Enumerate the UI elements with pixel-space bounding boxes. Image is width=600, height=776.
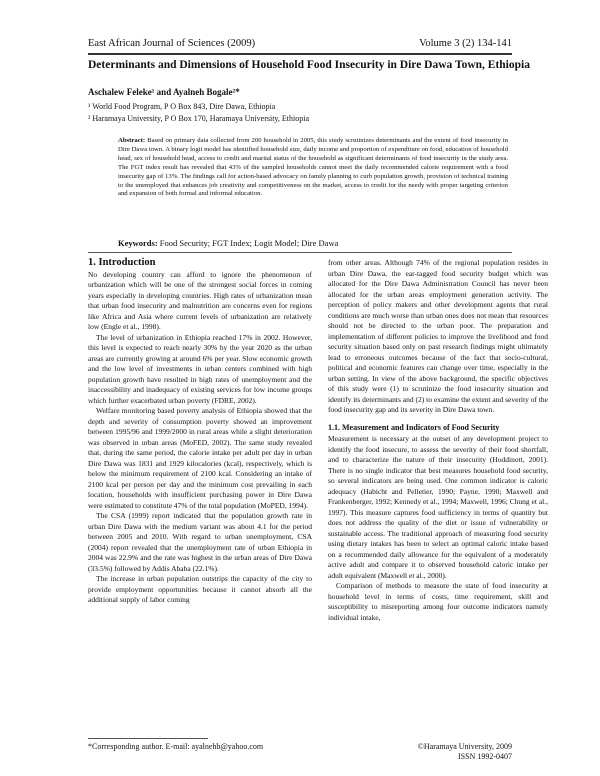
- keywords-text: Food Security; FGT Index; Logit Model; Dire Dawa: [159, 238, 339, 248]
- paragraph: Comparison of methods to measure the state of food insecurity at household level in terms of costs, time requirement, skill and susceptibility to misreporting among four outcome indicators namely individual intake,: [328, 581, 548, 622]
- abstract-text: Based on primary data collected from 200 household in 2005, this study scrutinizes determinants and the extent of food insecurity in Dire Dawa town. A binary logit model has identified household size, daily income and proportion of expenditure on food, education of household head, sex of household head, access to credit and marital status of the household as significant determinants of food insecurity in the study area. The FGT index result has revealed that 43% of the sampled households cannot meet the daily recommended calorie requirement with a food insecurity gap of 13%. The findings call for action-based advocacy on family planning to curb population growth, provision of technical training to the unemployed that enhances job creativity and competitiveness on the market, access to credit for the needy with proper targeting criterion and expansion of both formal and informal education.: [118, 137, 509, 198]
- copyright: ©Haramaya University, 2009: [417, 742, 512, 751]
- paragraph: The CSA (1999) report indicated that the population growth rate in urban Dire Dawa with the medium variant was about 4.1 for the period between 2005 and 2010. With regard to urban unemployment, CSA (2004) report revealed that the unemployment rate of urban Ethiopia in 2004 was 22.9% and the rate was highest in the urban areas of Dire Dawa (33.5%) followed by Addis Ababa (22.1%).: [88, 511, 312, 573]
- keywords-label: Keywords:: [118, 238, 158, 248]
- paragraph: Measurement is necessary at the outset of any development project to identify the food insecure, to assess the severity of their food shortfall, and to characterize the nature of their insecurity (Hoddinott, 2001). There is no single indicator that best measures household food security, so several indicators are being used. One common indicator is caloric adequacy (Habicht and Pelletier, 1990; Payne, 1990; Maxwell and Frankenberger, 1992; Kennedy et al., 1994; Maxwell, 1996; Chung et al., 1997). This measure captures food sufficiency in terms of quantity but does not address the quality of the diet or issue of vulnerability or sustainable access. The traditional approach of measuring food security using dietary intakes has been to select an optimal caloric intake based on a recommended daily allowance for the equivalent of a moderately active adult and compare it to observed household caloric intake per adult equivalent (Maxwell et al., 2000).: [328, 434, 548, 580]
- abstract-label: Abstract:: [118, 137, 146, 144]
- footnote-rule: [88, 738, 208, 739]
- paragraph: The increase in urban population outstrips the capacity of the city to provide employment opportunities because it cannot absorb all the additional supply of labor coming: [88, 574, 312, 604]
- footer-right: [418, 742, 512, 762]
- abstract: [118, 137, 508, 199]
- header-rule: [88, 53, 512, 55]
- author-list: Aschalew Feleke¹ and Ayalneh Bogale²*: [88, 87, 240, 97]
- paragraph: from other areas. Although 74% of the regional population resides in urban Dire Dawa, the ear-tagged food security budget which was allocated for the Dire Dawa Administration Council has never been allocated for the urban areas employment generation activity. The perception of policy makers and other development agents that rural conditions are much worse than urban ones does not mean that resources should not be directed to the urban poor. The preparation and implementation of different policies to improve the livelihood and food security situation based only on past research findings might ultimately lead to erroneous outcomes because of the fact that socio-cultural, political and economic features can change over time, especially in the urban setting. In view of the above background, the specific objectives of this study were (1) to scrutinize the food insecurity situation and identify its determinants and (2) to examine the extent and severity of the food insecurity gap and its severity in Dire Dawa town.: [328, 258, 548, 414]
- affiliation-2: ² Haramaya University, P O Box 170, Haramaya University, Ethiopia: [88, 114, 310, 123]
- keywords-rule: [88, 252, 512, 253]
- paragraph: The level of urbanization in Ethiopia reached 17% in 2002. However, this level is expected to reach nearly 30% by the year 2020 as the urban areas are currently growing at around 6% per year. Slow economic growth and the low level of investments in urban centers combined with high population growth have resulted in high rates of unemployment and the inaccessibility and inadequacy of existing services for low income groups which further exacerbated urban poverty (FDRE, 2002).: [88, 332, 312, 405]
- left-column: [88, 258, 312, 606]
- affiliation-1: ¹ World Food Program, P O Box 843, Dire Dawa, Ethiopia: [88, 102, 276, 111]
- journal-name: East African Journal of Sciences (2009): [88, 38, 256, 49]
- paper-title: Determinants and Dimensions of Household Food Insecurity in Dire Dawa Town, Ethiopia: [88, 59, 530, 71]
- paragraph: No developing country can afford to ignore the phenomenon of urbanization which will be one of the strongest social forces in coming years especially in developing countries. High rates of urbanization mean that urban food insecurity and malnutrition are concerns even for regions like Africa and Asia where current levels of urbanization are relatively low (Engle et al., 1998).: [88, 269, 312, 331]
- paragraph: Welfare monitoring based poverty analysis of Ethiopia showed that the depth and severity of consumption poverty showed an improvement between 1995/96 and 1999/2000 in rural areas while a slight deterioration was observed in urban areas (MoFED, 2002). The same study revealed that, during the same period, the calorie intake per adult per day in urban Dire Dawa was 1831 and 1929 kilocalories (kcal), respectively, which is below the minimum requirement of 2100 kcal. Considering an intake of 2100 kcal per person per day and the minimum cost prevailing in each location, households with insufficient purchasing power in Dire Dawa were estimated to constitute 47% of the total population (MoPED, 1994).: [88, 406, 312, 510]
- section-heading-introduction: 1. Introduction: [88, 257, 156, 268]
- issn: ISSN 1992-0407: [457, 752, 512, 761]
- subsection-heading: 1.1. Measurement and Indicators of Food Security: [328, 422, 500, 432]
- running-header: [88, 38, 512, 49]
- right-column: [328, 258, 548, 623]
- volume-info: Volume 3 (2) 134-141: [419, 38, 512, 49]
- corresponding-author: *Corresponding author. E-mail: ayalnehb@yahoo.com: [88, 742, 264, 751]
- keywords: [118, 238, 338, 248]
